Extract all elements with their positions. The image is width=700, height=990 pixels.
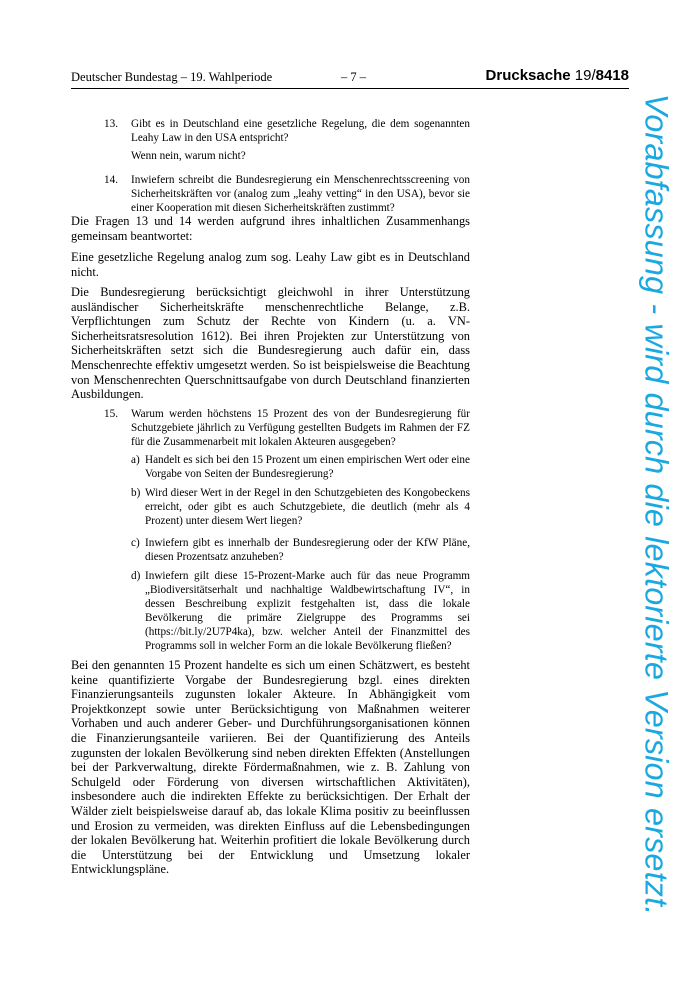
question-15a-label: a) [131, 454, 140, 466]
watermark-text: Vorabfassung - wird durch die lektorierte Version ersetzt. [638, 93, 675, 915]
answer-13-14-p2: Eine gesetzliche Regelung analog zum sog. Leahy Law gibt es in Deutschland nicht. [71, 250, 470, 279]
header-drucksache [486, 67, 629, 84]
question-13-number: 13. [104, 118, 118, 130]
drucksache-number: 8418 [595, 67, 629, 84]
draft-watermark [628, 93, 684, 915]
drucksache-number-prefix: 19/ [574, 67, 596, 84]
question-15b-text: Wird dieser Wert in der Regel in den Schutzgebieten des Kongobeckens erreicht, oder gibt es auch Schutzgebiete, die deutlich (mehr als 4 Prozent) unter diesem Wert liegen? [145, 487, 470, 527]
page-header [71, 66, 629, 89]
drucksache-label: Drucksache [485, 67, 571, 84]
question-13-text: Gibt es in Deutschland eine gesetzliche Regelung, die dem sogenannten Leahy Law in den USA entspricht? [131, 118, 470, 144]
header-parliament: Deutscher Bundestag – 19. Wahlperiode [71, 70, 273, 84]
question-15a-text: Handelt es sich bei den 15 Prozent um einen empirischen Wert oder eine Vorgabe von Seiten der Bundesregierung? [145, 454, 470, 480]
question-15-number: 15. [104, 408, 118, 420]
answer-13-14-p3: Die Bundesregierung berücksichtigt gleichwohl in ihrer Unterstützung ausländischer Sicherheitskräfte menschenrechtliche Belange, z.B. Verpflichtungen zum Schutz der Rechte von Kindern (u. a. VN-Sicherheitsratsresolution 1612). Bei ihren Projekten zur Unterstützung von Sicherheitskräften setzt sich die Bundesregierung auch dafür ein, dass Menschenrechte effektiv umgesetzt werden. So ist beispielsweise die Beachtung von Menschenrechten Querschnittsaufgabe von durch Deutschland finanzierten Ausbildungen. [71, 285, 470, 402]
question-14-text: Inwiefern schreibt die Bundesregierung ein Menschenrechtsscreening von Sicherheitskräften vor (analog zum „leahy vetting“ in den USA), bevor sie einer Kooperation mit diesen Sicherheitskräften zustimmt? [131, 174, 470, 214]
question-13-followup: Wenn nein, warum nicht? [131, 150, 246, 162]
question-15b-label: b) [131, 487, 141, 499]
header-page-number: – 7 – [341, 70, 366, 84]
answer-13-14-intro: Die Fragen 13 und 14 werden aufgrund ihres inhaltlichen Zusammenhangs gemeinsam beantwortet: [71, 214, 470, 243]
question-15-text: Warum werden höchstens 15 Prozent des von der Bundesregierung für Schutzgebiete jährlich zu Verfügung gestellten Budgets im Rahmen der FZ für die Zusammenarbeit mit lokalen Akteuren ausgegeben? [131, 408, 470, 448]
question-14-number: 14. [104, 174, 118, 186]
question-15d-label: d) [131, 570, 141, 582]
question-15c-text: Inwiefern gibt es innerhalb der Bundesregierung oder der KfW Pläne, diesen Prozentsatz anzuheben? [145, 537, 470, 563]
question-15c-label: c) [131, 537, 140, 549]
answer-15: Bei den genannten 15 Prozent handelte es sich um einen Schätzwert, es besteht keine quantifizierte Vorgabe der Bundesregierung bzgl. eines direkten Finanzierungsanteils zugunsten lokaler Akteure. In Abhängigkeit vom Projektkonzept sowie unter Berücksichtigung von Maßnahmen weiterer Vorhaben und auch anderer Geber- und Durchführungsorganisationen können die Finanzierungsanteile variieren. Bei der Quantifizierung des Anteils zugunsten der lokalen Bevölkerung sind neben direkten Effekten (Anstellungen bei der Parkverwaltung, direkte Fördermaßnahmen, wie z. B. Zahlung von Schulgeld oder Förderung von diversen wirtschaftlichen Aktivitäten), insbesondere auch die indirekten Effekte zu berücksichtigen. Der Erhalt der Wälder zielt beispielsweise darauf ab, das lokale Klima positiv zu beeinflussen und Erosion zu vermeiden, was direkten Einfluss auf die Lebensbedingungen der lokalen Bevölkerung hat. Weiterhin profitiert die lokale Bevölkerung durch die Unterstützung bei der Entwicklung und Umsetzung lokaler Entwicklungspläne. [71, 658, 470, 877]
question-15d-text: Inwiefern gilt diese 15-Prozent-Marke auch für das neue Programm „Biodiversitätserhalt und nachhaltige Waldbewirtschaftung IV“, in dessen Beschreibung explizit festgehalten ist, dass die lokale Bevölkerung die primäre Zielgruppe des Programms sei (https://bit.ly/2U7P4ka), bzw. welcher Anteil der Finanzmittel des Programms soll in welcher Form an die lokale Bevölkerung fließen? [145, 570, 470, 652]
